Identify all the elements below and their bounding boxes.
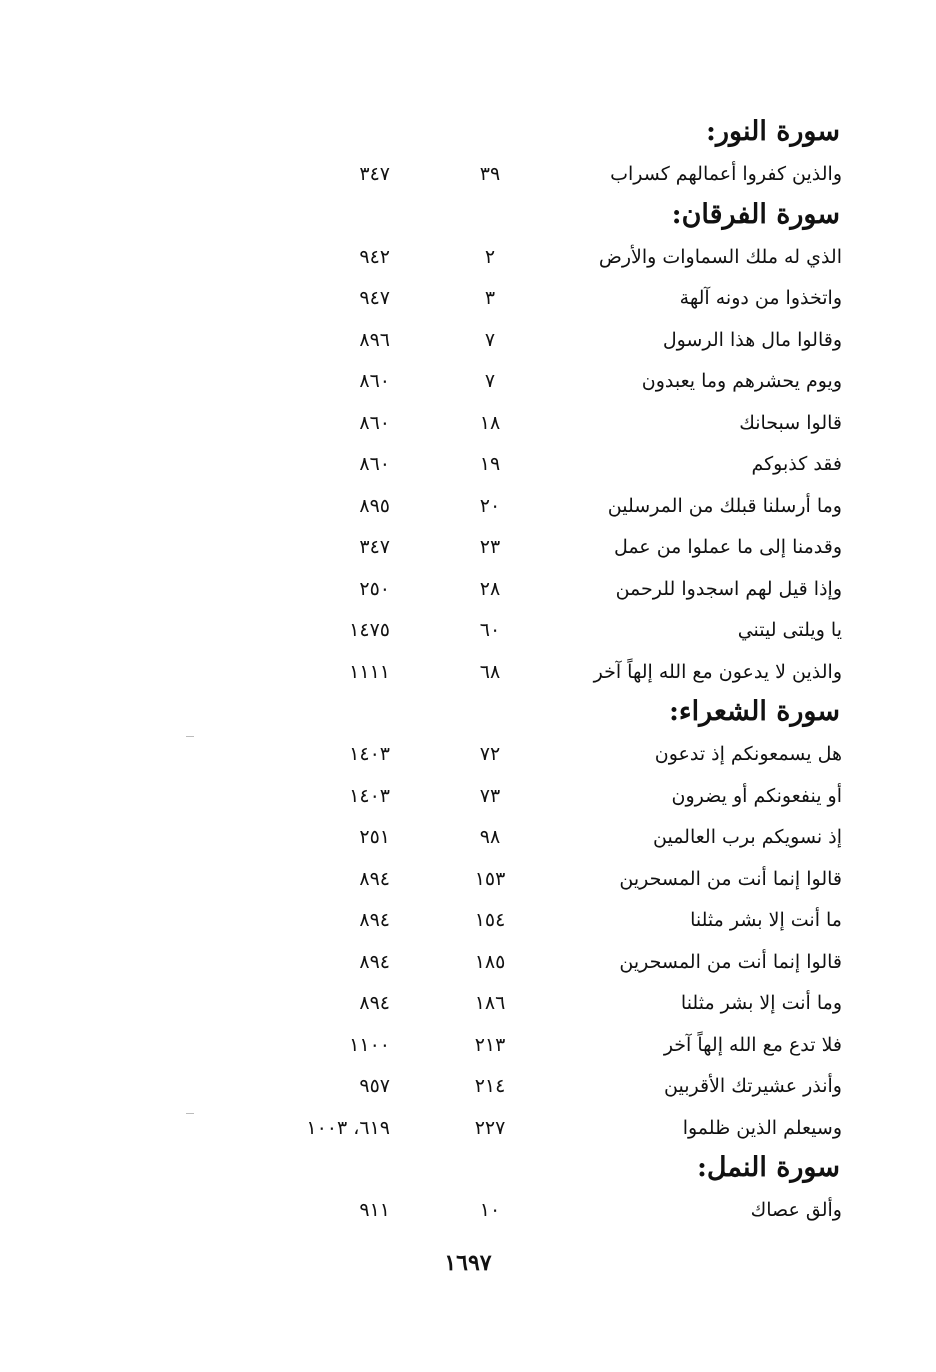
verse-text: أو ينفعونكم أو يضرون bbox=[671, 784, 842, 807]
surah-heading bbox=[0, 197, 936, 238]
page-reference: ٨٩٤ bbox=[359, 950, 390, 973]
page-reference: ٨٦٠ bbox=[359, 370, 390, 392]
margin-mark bbox=[186, 736, 194, 737]
index-row bbox=[0, 362, 936, 404]
page-reference: ٦١٩، ١٠٠٣ bbox=[306, 1116, 390, 1139]
verse-text: قالوا إنما أنت من المسحرين bbox=[619, 867, 842, 890]
index-row bbox=[0, 570, 936, 612]
ayah-number: ٢٣ bbox=[479, 536, 501, 558]
ayah-number: ١٨٥ bbox=[474, 950, 506, 973]
page-reference: ٣٤٧ bbox=[359, 163, 390, 185]
index-row bbox=[0, 777, 936, 819]
verse-text: إذ نسويكم برب العالمين bbox=[653, 826, 842, 848]
ayah-number: ٧ bbox=[484, 370, 496, 392]
index-row bbox=[0, 1109, 936, 1151]
verse-text: وسيعلم الذين ظلموا bbox=[682, 1116, 842, 1139]
verse-index bbox=[0, 114, 936, 1233]
ayah-number: ٢١٣ bbox=[474, 1033, 506, 1056]
ayah-number: ١٨٦ bbox=[474, 992, 506, 1014]
index-row bbox=[0, 445, 936, 487]
index-row bbox=[0, 611, 936, 653]
index-row bbox=[0, 321, 936, 363]
index-row bbox=[0, 1026, 936, 1068]
verse-text: فقد كذبوكم bbox=[751, 453, 842, 475]
ayah-number: ٣ bbox=[484, 287, 496, 309]
verse-text: فلا تدع مع الله إلهاً آخر bbox=[663, 1033, 842, 1056]
surah-heading bbox=[0, 114, 936, 155]
page-reference: ٩٤٢ bbox=[359, 245, 390, 268]
index-row bbox=[0, 818, 936, 860]
verse-text: هل يسمعونكم إذ تدعون bbox=[654, 743, 842, 765]
verse-text: وقدمنا إلى ما عملوا من عمل bbox=[613, 536, 842, 558]
index-row bbox=[0, 984, 936, 1026]
ayah-number: ٧٣ bbox=[479, 784, 501, 807]
index-row bbox=[0, 1067, 936, 1109]
ayah-number: ٢٠ bbox=[479, 494, 501, 517]
surah-heading-label: سورة الفرقان: bbox=[671, 198, 840, 230]
ayah-number: ٧٢ bbox=[479, 743, 501, 765]
ayah-number: ١٥٤ bbox=[474, 909, 506, 931]
index-row bbox=[0, 653, 936, 695]
page-reference: ١٤٧٥ bbox=[349, 619, 390, 641]
verse-text: ما أنت إلا بشر مثلنا bbox=[690, 909, 842, 931]
surah-heading bbox=[0, 1150, 936, 1191]
ayah-number: ٢٨ bbox=[479, 577, 501, 600]
surah-heading-label: سورة النور: bbox=[706, 116, 840, 147]
page-number: ١٦٩٧ bbox=[444, 1250, 492, 1276]
verse-text: واتخذوا من دونه آلهة bbox=[679, 287, 842, 309]
ayah-number: ٧ bbox=[484, 328, 496, 351]
page-reference: ٨٦٠ bbox=[359, 411, 390, 434]
page-reference: ٨٦٠ bbox=[359, 453, 390, 475]
page-reference: ٨٩٤ bbox=[359, 909, 390, 931]
ayah-number: ٦٠ bbox=[479, 619, 501, 641]
page-reference: ٨٩٤ bbox=[359, 867, 390, 890]
index-row bbox=[0, 901, 936, 943]
verse-text: وأنذر عشيرتك الأقربين bbox=[664, 1075, 842, 1097]
index-row bbox=[0, 860, 936, 902]
ayah-number: ٢ bbox=[484, 245, 496, 268]
index-row bbox=[0, 279, 936, 321]
verse-text: وما أنت إلا بشر مثلنا bbox=[680, 992, 842, 1014]
surah-heading-label: سورة النمل: bbox=[696, 1152, 840, 1183]
index-row bbox=[0, 404, 936, 446]
page-reference: ١٤٠٣ bbox=[349, 743, 390, 765]
ayah-number: ١٨ bbox=[479, 411, 501, 434]
verse-text: قالوا إنما أنت من المسحرين bbox=[619, 950, 842, 973]
verse-text: وإذا قيل لهم اسجدوا للرحمن bbox=[615, 577, 842, 600]
page-reference: ٩١١ bbox=[359, 1199, 390, 1221]
ayah-number: ١٥٣ bbox=[474, 867, 506, 890]
verse-text: والذين لا يدعون مع الله إلهاً آخر bbox=[593, 660, 842, 683]
surah-heading bbox=[0, 694, 936, 735]
page-reference: ١١١١ bbox=[349, 660, 390, 683]
verse-text: وألق عصاك bbox=[750, 1199, 842, 1221]
surah-heading-label: سورة الشعراء: bbox=[668, 696, 840, 727]
index-row bbox=[0, 487, 936, 529]
verse-text: قالوا سبحانك bbox=[739, 411, 842, 434]
verse-text: وما أرسلنا قبلك من المرسلين bbox=[607, 494, 842, 517]
ayah-number: ٦٨ bbox=[479, 660, 501, 683]
page-reference: ٩٥٧ bbox=[359, 1075, 390, 1097]
index-row bbox=[0, 155, 936, 197]
index-row bbox=[0, 238, 936, 280]
page-reference: ٣٤٧ bbox=[359, 536, 390, 558]
page-reference: ٨٩٤ bbox=[359, 992, 390, 1014]
index-row bbox=[0, 1191, 936, 1233]
verse-text: الذي له ملك السماوات والأرض bbox=[598, 245, 842, 268]
page-reference: ٨٩٥ bbox=[359, 494, 390, 517]
page-reference: ٢٥١ bbox=[359, 826, 390, 848]
ayah-number: ١٩ bbox=[479, 453, 501, 475]
index-row bbox=[0, 528, 936, 570]
margin-mark bbox=[186, 1113, 194, 1114]
index-row bbox=[0, 943, 936, 985]
ayah-number: ٢١٤ bbox=[474, 1075, 506, 1097]
verse-text: والذين كفروا أعمالهم كسراب bbox=[610, 163, 842, 185]
verse-text: ويوم يحشرهم وما يعبدون bbox=[641, 370, 842, 392]
ayah-number: ١٠ bbox=[479, 1199, 501, 1221]
verse-text: وقالوا مال هذا الرسول bbox=[662, 328, 842, 351]
ayah-number: ٢٢٧ bbox=[474, 1116, 506, 1139]
index-row bbox=[0, 735, 936, 777]
page-reference: ١٤٠٣ bbox=[349, 784, 390, 807]
verse-text: يا ويلتى ليتني bbox=[737, 619, 842, 641]
ayah-number: ٣٩ bbox=[479, 163, 501, 185]
page-reference: ٩٤٧ bbox=[359, 287, 390, 309]
page-reference: ١١٠٠ bbox=[349, 1033, 390, 1056]
page-reference: ٨٩٦ bbox=[359, 328, 390, 351]
page-reference: ٢٥٠ bbox=[359, 577, 390, 600]
ayah-number: ٩٨ bbox=[479, 826, 501, 848]
